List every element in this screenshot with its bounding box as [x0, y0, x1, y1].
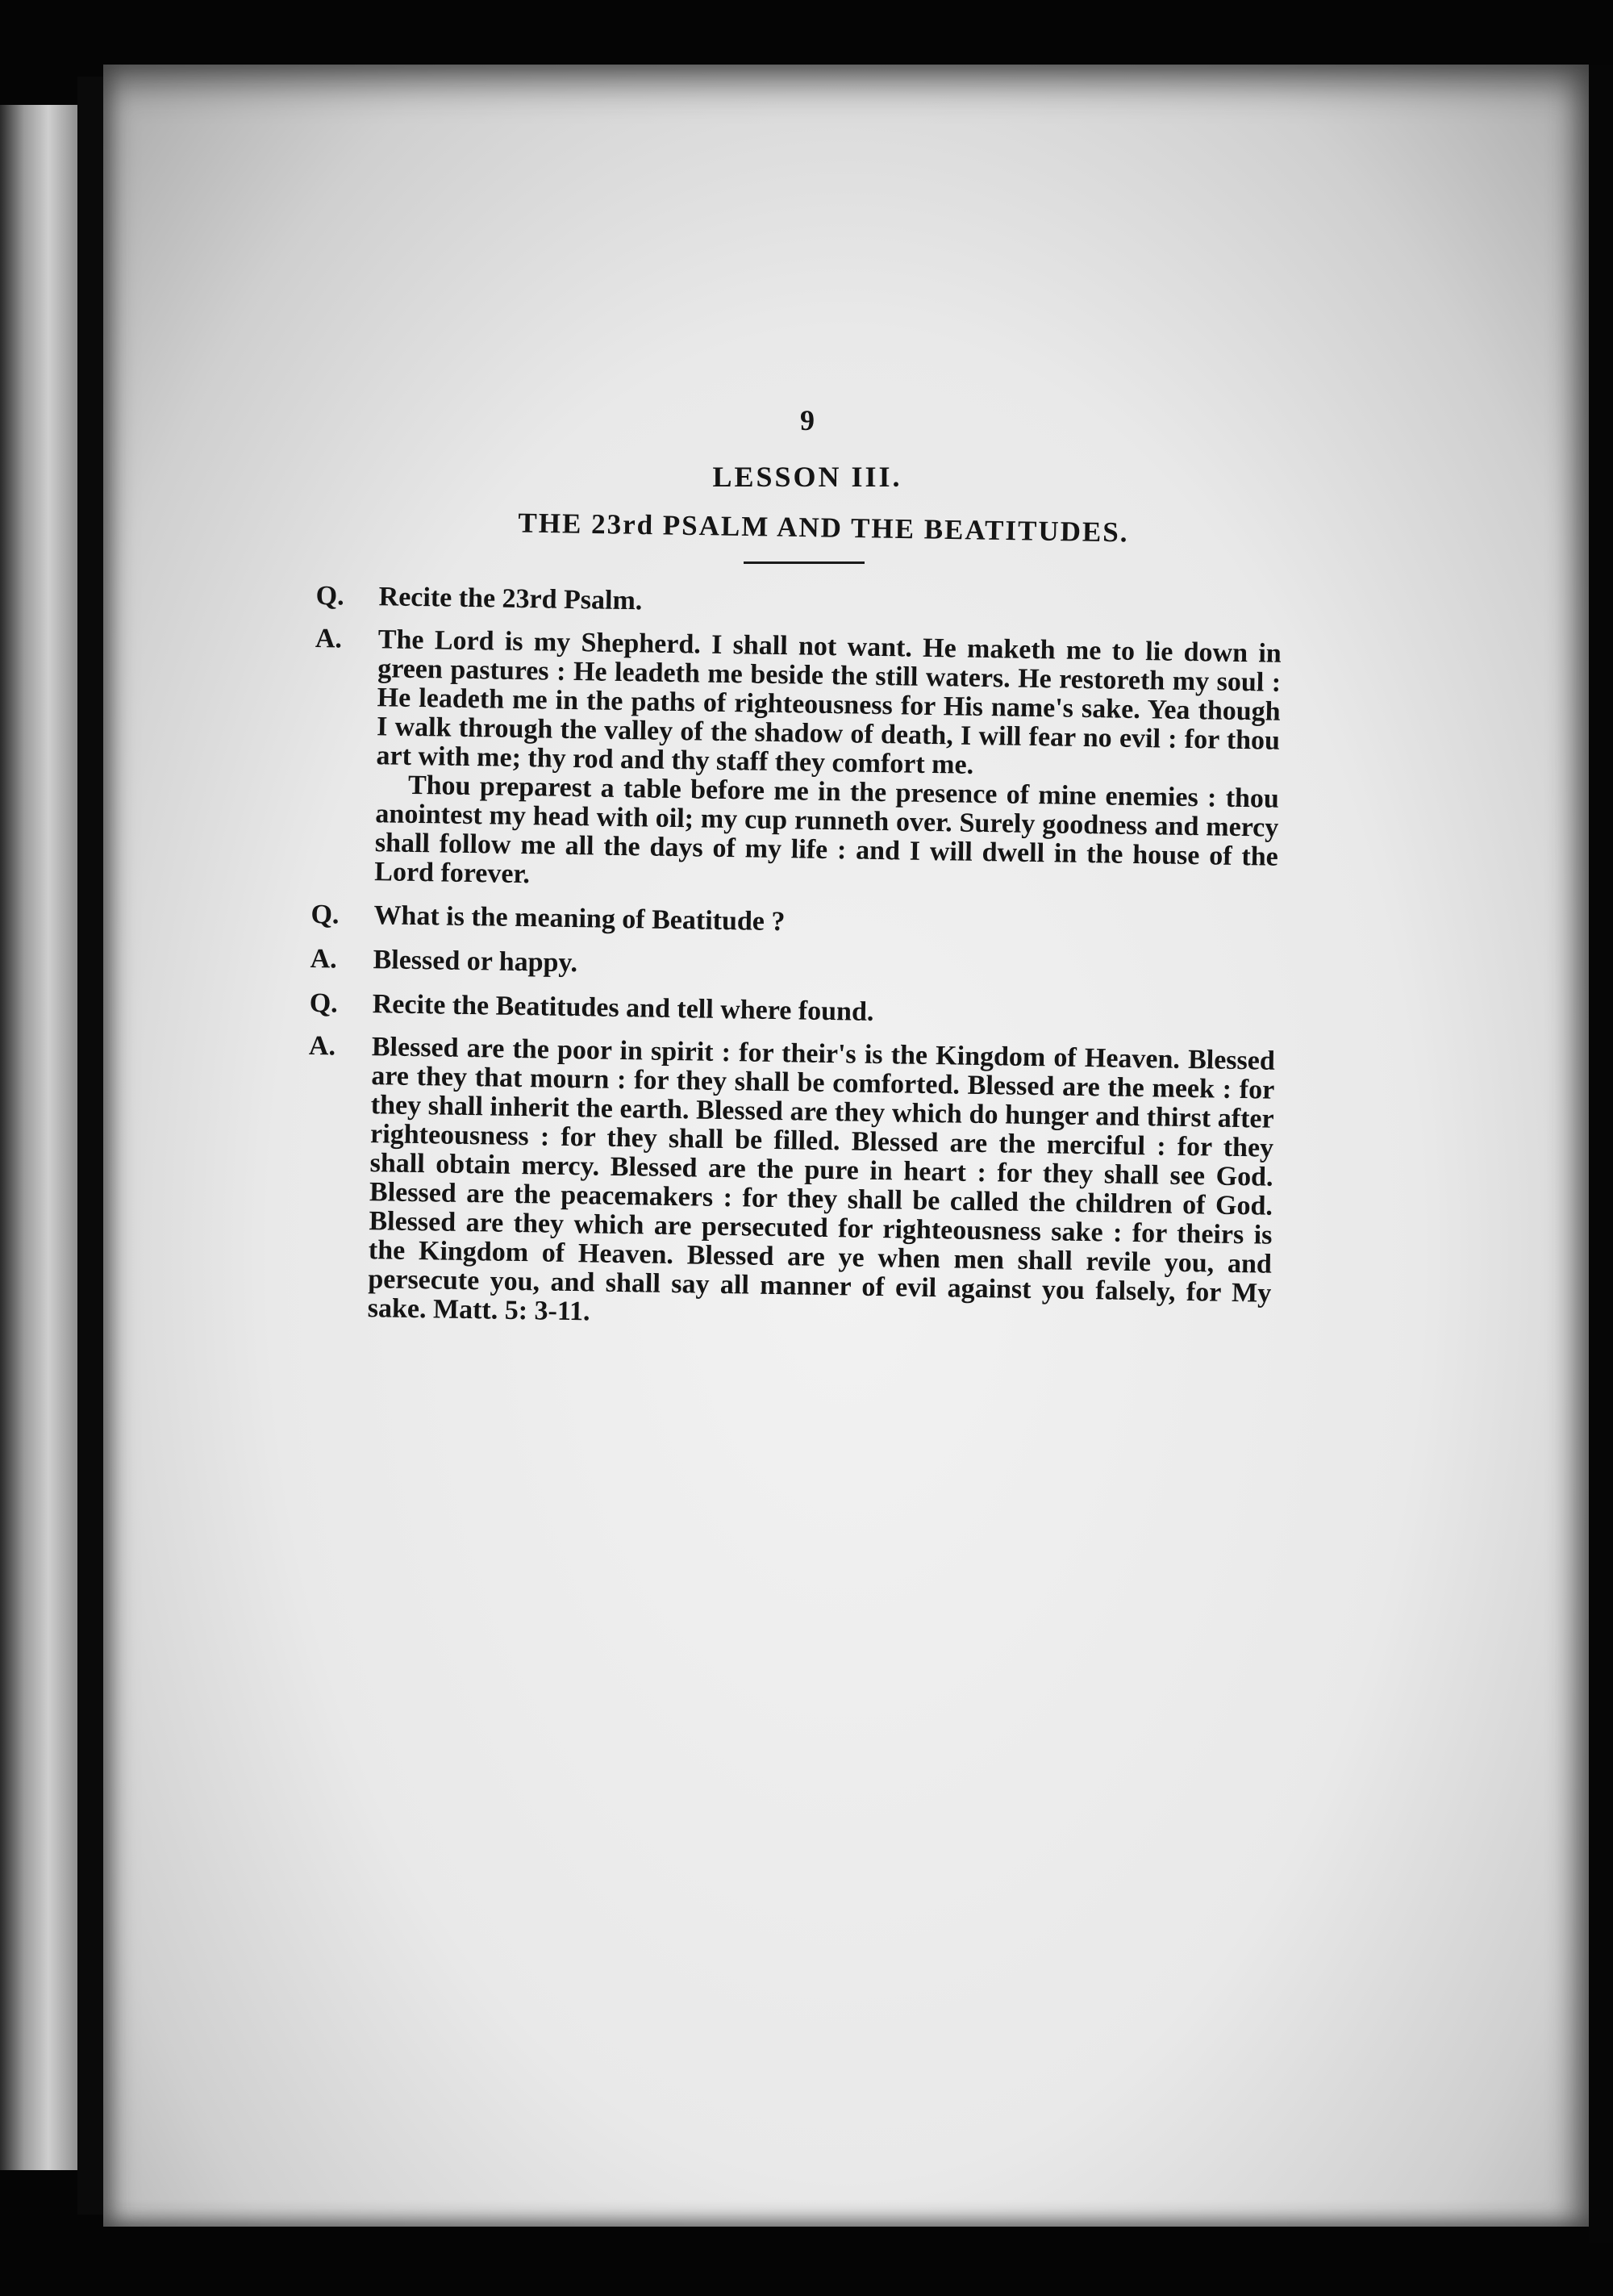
- qa-text: The Lord is my Shepherd. I shall not want. He maketh me to lie down in green pastures : He leadeth me beside the still waters. He restoreth my soul : He leadeth me in the paths of righteousness for His name's sake. Yea though I walk through the valley of the shadow of death, I will fear no evil : for thou art with me; thy rod and thy staff they comfort me.: [376, 624, 1282, 780]
- title-divider: [744, 561, 865, 564]
- book-spine: [77, 77, 105, 2215]
- page-content: [308, 403, 1282, 1335]
- qa-label: Q.: [315, 580, 344, 612]
- page-number: 9: [800, 404, 815, 436]
- scan-border: [1589, 65, 1613, 2243]
- qa-item: [310, 943, 1276, 990]
- qa-text: Recite the Beatitudes and tell where found.: [372, 989, 874, 1027]
- qa-item: [309, 987, 1275, 1034]
- qa-item: [315, 580, 1282, 627]
- qa-item: [311, 899, 1277, 946]
- qa-label: A.: [308, 1030, 336, 1062]
- question-answer-list: [305, 580, 1282, 1338]
- qa-item: [311, 624, 1282, 901]
- qa-text: Recite the 23rd Psalm.: [378, 582, 643, 616]
- qa-label: A.: [310, 943, 337, 975]
- qa-label: Q.: [309, 987, 339, 1019]
- qa-label: A.: [315, 623, 343, 654]
- qa-text: Blessed are the poor in spirit : for their's is the Kingdom of Heaven. Blessed are they that mourn : for they shall be comforted. Blessed are the meek : for they shall inherit the earth. Blessed are they which do hunger and thirst after righteousness : for they shall be filled. Blessed are the merciful : for they shall obtain mercy. Blessed are the pure in heart : for they shall see God. Blessed are the peacemakers : for they shall be called the children of God. Blessed are they which are persecuted for righteousness sake : for theirs is the Kingdom of Heaven. Blessed are ye when men shall revile you, and persecute you, and shall say all manner of evil against you falsely, for My sake. Matt. 5: 3-11.: [367, 1032, 1276, 1327]
- qa-text: What is the meaning of Beatitude ?: [373, 900, 786, 937]
- qa-text: Thou preparest a table before me in the presence of mine enemies : thou anointest my head with oil; my cup runneth over. Surely goodness and mercy shall follow me all the days of my life : and I will dwell in the house of the Lord forever.: [374, 770, 1280, 890]
- adjacent-page-edge: [0, 105, 81, 2170]
- lesson-label: LESSON III.: [712, 461, 902, 493]
- qa-label: Q.: [311, 899, 340, 930]
- lesson-title: THE 23rd PSALM AND THE BEATITUDES.: [518, 507, 1129, 549]
- qa-item: [305, 1032, 1276, 1338]
- qa-text: Blessed or happy.: [373, 945, 578, 979]
